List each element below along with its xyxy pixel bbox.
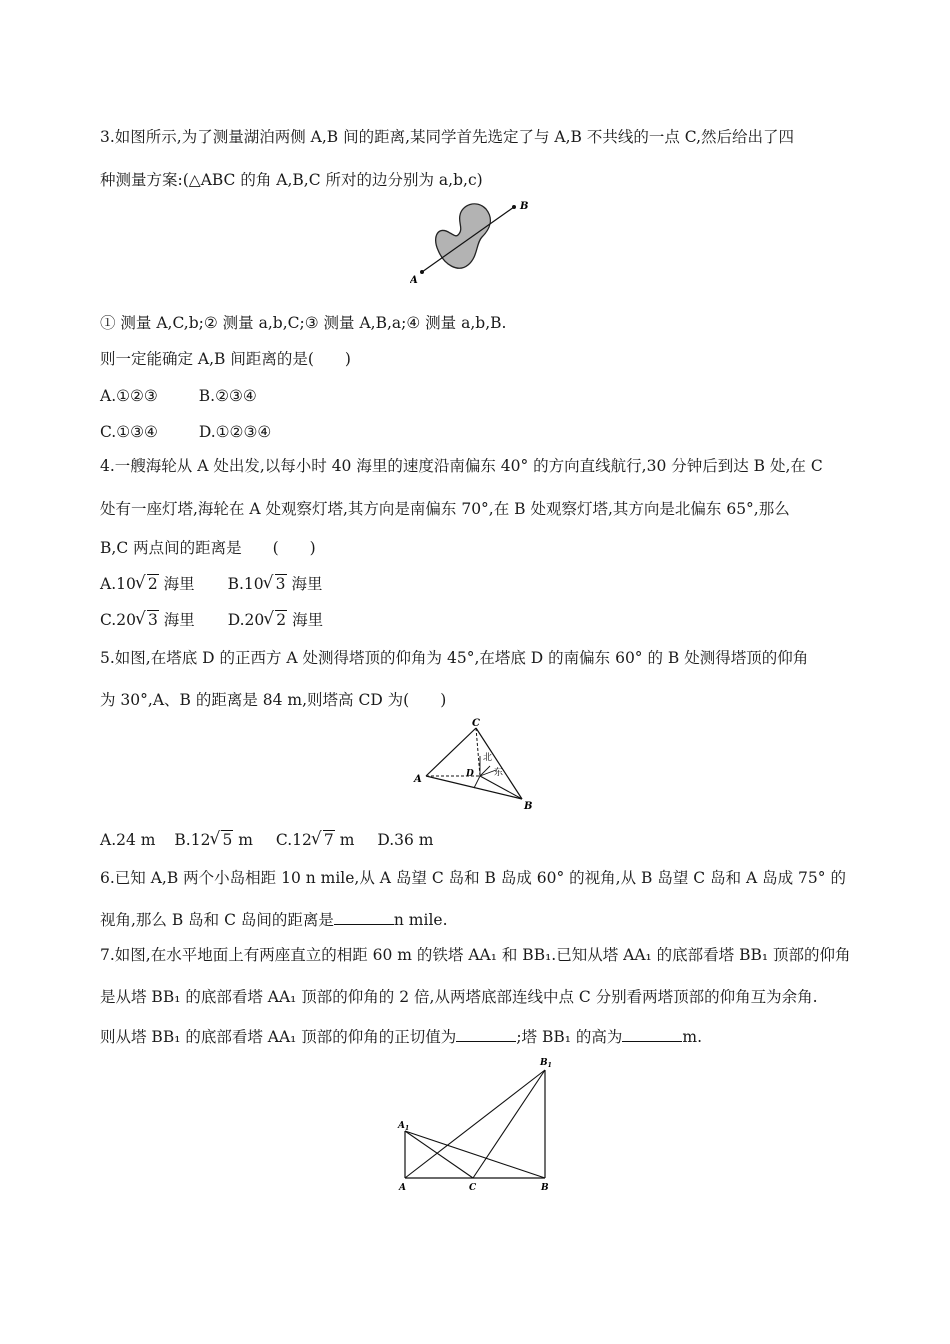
tower-b1-label: $B_1$ [540,1058,552,1069]
q4-options-row2 [100,610,323,630]
q4-options-row1 [100,574,322,594]
base-a-label: A [399,1183,406,1193]
q5-option-b: B.12√ 5 m [174,831,253,849]
q4-option-a: A.10√ 2 海里 [100,575,195,593]
q4-option-c: C.20√ 3 海里 [100,611,195,629]
q5-option-a: A.24 m [100,831,156,849]
q5-line2: 为 30°,A、B 的距离是 84 m,则塔高 CD 为( ) [100,691,447,709]
q4-line3: B,C 两点间的距离是 ( ) [100,539,316,557]
q3-option-c: C.①③④ [100,423,158,441]
q3-option-a: A.①②③ [100,387,158,405]
q4-option-b: B.10√ 3 海里 [228,575,323,593]
q5-line1: 5.如图,在塔底 D 的正西方 A 处测得塔顶的仰角为 45°,在塔底 D 的南偏东 60° 的 B 处测得塔顶的仰角 [100,649,809,667]
q6-answer-blank [334,910,394,925]
q3-option-d: D.①②③④ [198,423,272,441]
base-b-label: B [541,1183,549,1193]
tower-a1-label: $A_1$ [398,1121,410,1132]
north-label: 北 [483,753,493,763]
tower-label-d: D [466,769,474,779]
q4-option-d: D.20√ 2 海里 [228,611,323,629]
lake-figure [410,195,540,285]
q7-line3: 则从塔 BB₁ 的底部看塔 AA₁ 顶部的仰角的正切值为 ;塔 BB₁ 的高为 m. [100,1028,703,1046]
q3-options-row1 [100,386,257,406]
q6-line2: 视角,那么 B 岛和 C 岛间的距离是 n mile. [100,911,448,929]
tower-label-a: A [414,774,422,785]
east-label: 东 [494,768,504,778]
lake-label-b: B [520,201,529,212]
q3-question: 则一定能确定 A,B 间距离的是( ) [100,350,351,368]
tower-label-c: C [472,718,480,729]
q3-plans: ① 测量 A,C,b;② 测量 a,b,C;③ 测量 A,B,a;④ 测量 a,b,B. [100,314,507,332]
q4-line1: 4.一艘海轮从 A 处出发,以每小时 40 海里的速度沿南偏东 40° 的方向直线航行,30 分钟后到达 B 处,在 C [100,457,823,475]
q6-line1: 6.已知 A,B 两个小岛相距 10 n mile,从 A 岛望 C 岛和 B 岛成 60° 的视角,从 B 岛望 C 岛和 A 岛成 75° 的 [100,869,846,887]
q7-line1: 7.如图,在水平地面上有两座直立的相距 60 m 的铁塔 AA₁ 和 BB₁.已知从塔 AA₁ 的底部看塔 BB₁ 顶部的仰角 [100,946,851,964]
q7-line2: 是从塔 BB₁ 的底部看塔 AA₁ 顶部的仰角的 2 倍,从两塔底部连线中点 C 分别看两塔顶部的仰角互为余角. [100,988,818,1006]
q5-options [100,830,433,850]
lake-label-a: A [410,275,418,285]
midpoint-c-label: C [469,1183,477,1193]
q4-line2: 处有一座灯塔,海轮在 A 处观察灯塔,其方向是南偏东 70°,在 B 处观察灯塔,其方向是北偏东 65°,那么 [100,500,790,518]
q7-answer-blank-1 [456,1027,516,1042]
q3-option-b: B.②③④ [198,387,257,405]
q3-line2: 种测量方案:(△ABC 的角 A,B,C 所对的边分别为 a,b,c) [100,171,483,189]
q5-option-d: D.36 m [377,831,434,849]
q5-option-c: C.12√ 7 m [276,831,354,849]
q3-options-row2 [100,422,271,442]
q7-answer-blank-2 [622,1027,682,1042]
twin-tower-figure [390,1052,565,1197]
tower-figure [410,716,545,812]
q3-line1: 3.如图所示,为了测量湖泊两侧 A,B 间的距离,某同学首先选定了与 A,B 不共线的一点 C,然后给出了四 [100,128,795,146]
tower-label-b: B [524,801,533,812]
